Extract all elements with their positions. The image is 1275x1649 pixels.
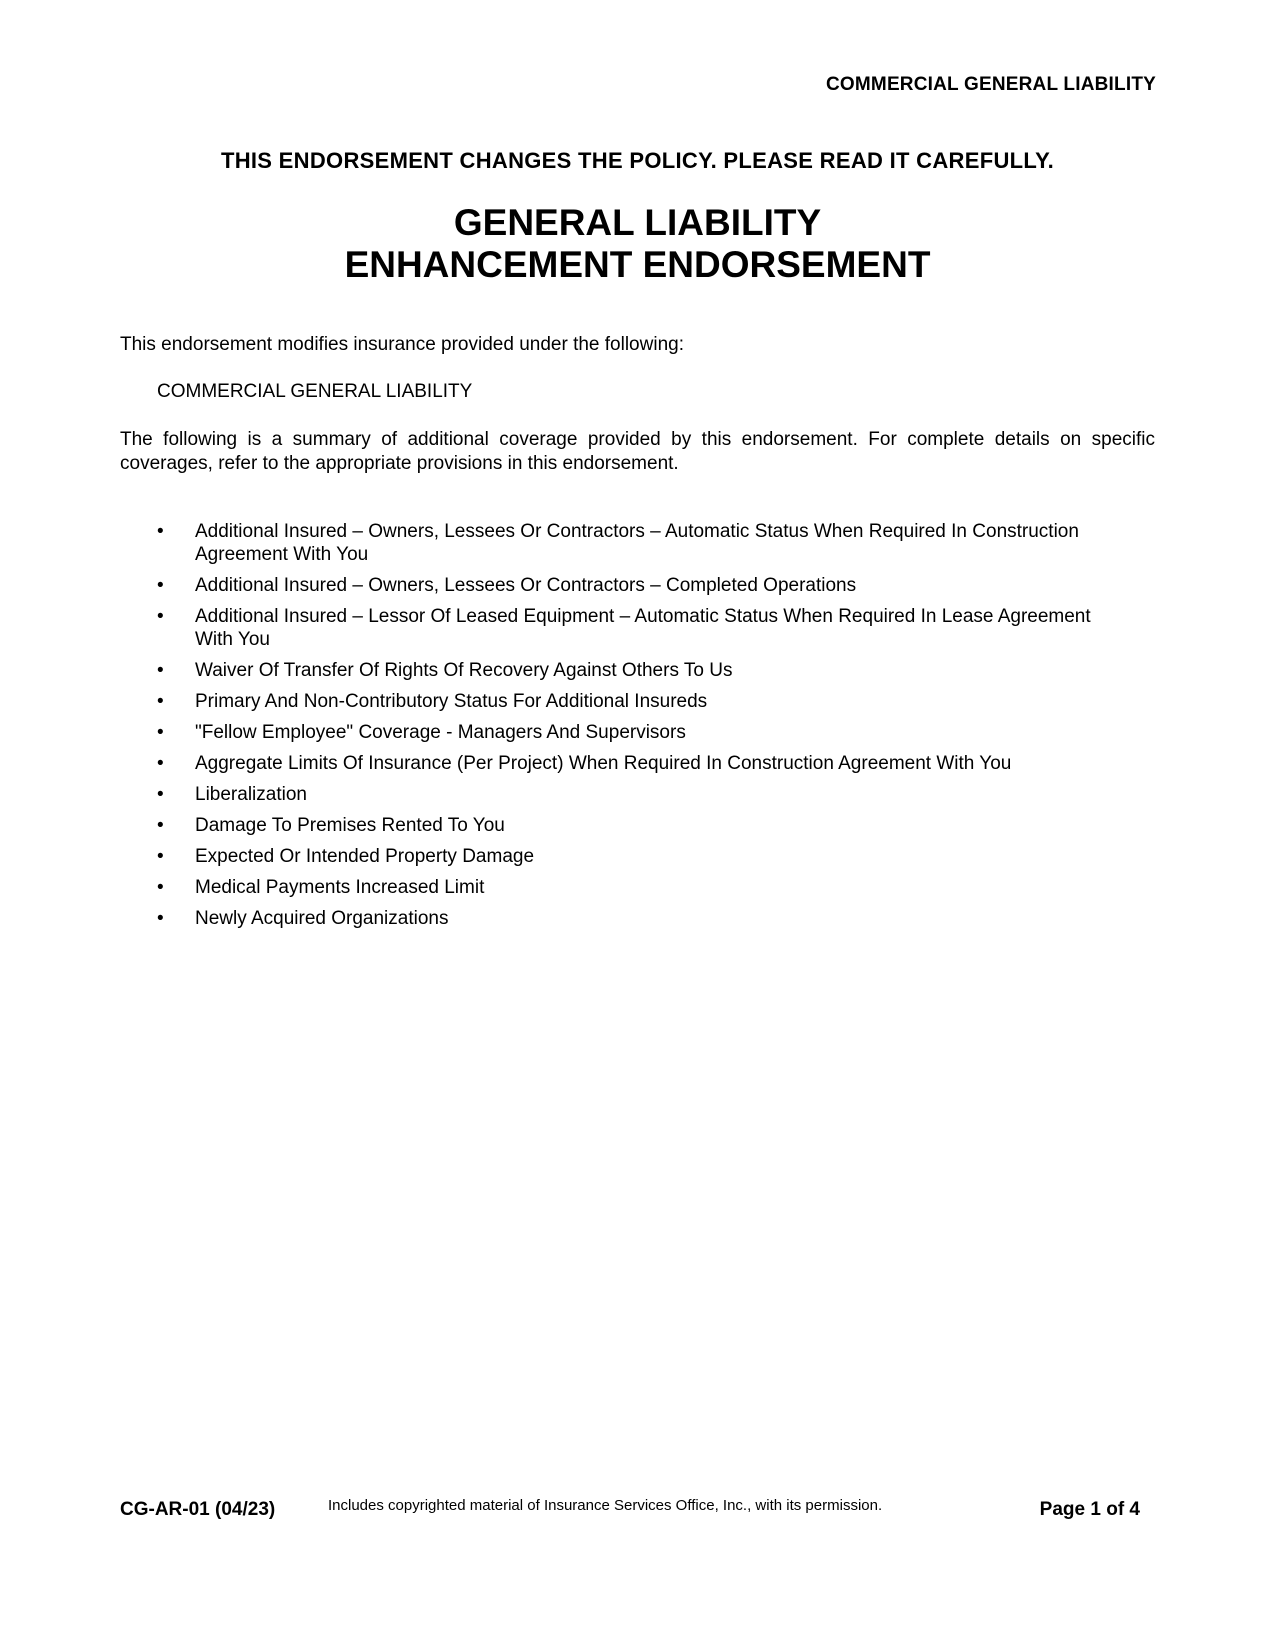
coverage-item-text: Damage To Premises Rented To You bbox=[195, 815, 505, 836]
list-item bbox=[0, 752, 1275, 775]
coverage-item-text: Waiver Of Transfer Of Rights Of Recovery Against Others To Us bbox=[195, 660, 733, 681]
bullet-icon: • bbox=[157, 575, 164, 596]
list-item bbox=[0, 520, 1275, 566]
list-item bbox=[0, 659, 1275, 682]
coverage-item-text: Additional Insured – Owners, Lessees Or Contractors – Automatic Status When Required In Construction Agreement With You bbox=[195, 521, 1079, 565]
coverage-item-text: Aggregate Limits Of Insurance (Per Project) When Required In Construction Agreement With You bbox=[195, 753, 1012, 774]
bullet-icon: • bbox=[157, 846, 164, 867]
coverage-item-text: "Fellow Employee" Coverage - Managers And Supervisors bbox=[195, 722, 686, 743]
bullet-icon: • bbox=[157, 908, 164, 929]
bullet-icon: • bbox=[157, 877, 164, 898]
endorsement-notice: THIS ENDORSEMENT CHANGES THE POLICY. PLEASE READ IT CAREFULLY. bbox=[220, 148, 1055, 173]
page-title bbox=[0, 202, 1275, 286]
coverage-list bbox=[0, 520, 1275, 938]
coverage-item-text: Additional Insured – Lessor Of Leased Equipment – Automatic Status When Required In Lease Agreement With You bbox=[195, 606, 1091, 650]
coverage-part-name: COMMERCIAL GENERAL LIABILITY bbox=[157, 381, 473, 402]
coverage-header-label: COMMERCIAL GENERAL LIABILITY bbox=[825, 74, 1156, 95]
coverage-item-text: Primary And Non-Contributory Status For Additional Insureds bbox=[195, 691, 708, 712]
bullet-icon: • bbox=[157, 722, 164, 743]
list-item bbox=[0, 876, 1275, 899]
coverage-item-text: Expected Or Intended Property Damage bbox=[195, 846, 535, 867]
coverage-item-text: Liberalization bbox=[195, 784, 307, 805]
bullet-icon: • bbox=[157, 753, 164, 774]
list-item bbox=[0, 690, 1275, 713]
list-item bbox=[0, 907, 1275, 930]
coverage-item-text: Newly Acquired Organizations bbox=[195, 908, 449, 929]
coverage-item-text: Medical Payments Increased Limit bbox=[195, 877, 485, 898]
title-line-2: ENHANCEMENT ENDORSEMENT bbox=[344, 244, 931, 285]
page-number: Page 1 of 4 bbox=[1039, 1499, 1140, 1520]
copyright-notice: Includes copyrighted material of Insurance Services Office, Inc., with its permission. bbox=[328, 1497, 883, 1514]
bullet-icon: • bbox=[157, 660, 164, 681]
bullet-icon: • bbox=[157, 784, 164, 805]
bullet-icon: • bbox=[157, 691, 164, 712]
list-item bbox=[0, 574, 1275, 597]
list-item bbox=[0, 845, 1275, 868]
coverage-item-text: Additional Insured – Owners, Lessees Or Contractors – Completed Operations bbox=[195, 575, 857, 596]
list-item bbox=[0, 814, 1275, 837]
list-item bbox=[0, 721, 1275, 744]
form-number: CG-AR-01 (04/23) bbox=[120, 1499, 276, 1520]
bullet-icon: • bbox=[157, 606, 164, 627]
list-item bbox=[0, 605, 1275, 651]
title-line-1: GENERAL LIABILITY bbox=[453, 202, 822, 243]
modifies-statement: This endorsement modifies insurance provided under the following: bbox=[120, 334, 684, 355]
list-item bbox=[0, 783, 1275, 806]
bullet-icon: • bbox=[157, 815, 164, 836]
summary-paragraph: The following is a summary of additional coverage provided by this endorsement. For complete details on specific coverages, refer to the appropriate provisions in this endorsement. bbox=[120, 429, 1155, 474]
page-footer bbox=[0, 1495, 1275, 1535]
bullet-icon: • bbox=[157, 521, 164, 542]
